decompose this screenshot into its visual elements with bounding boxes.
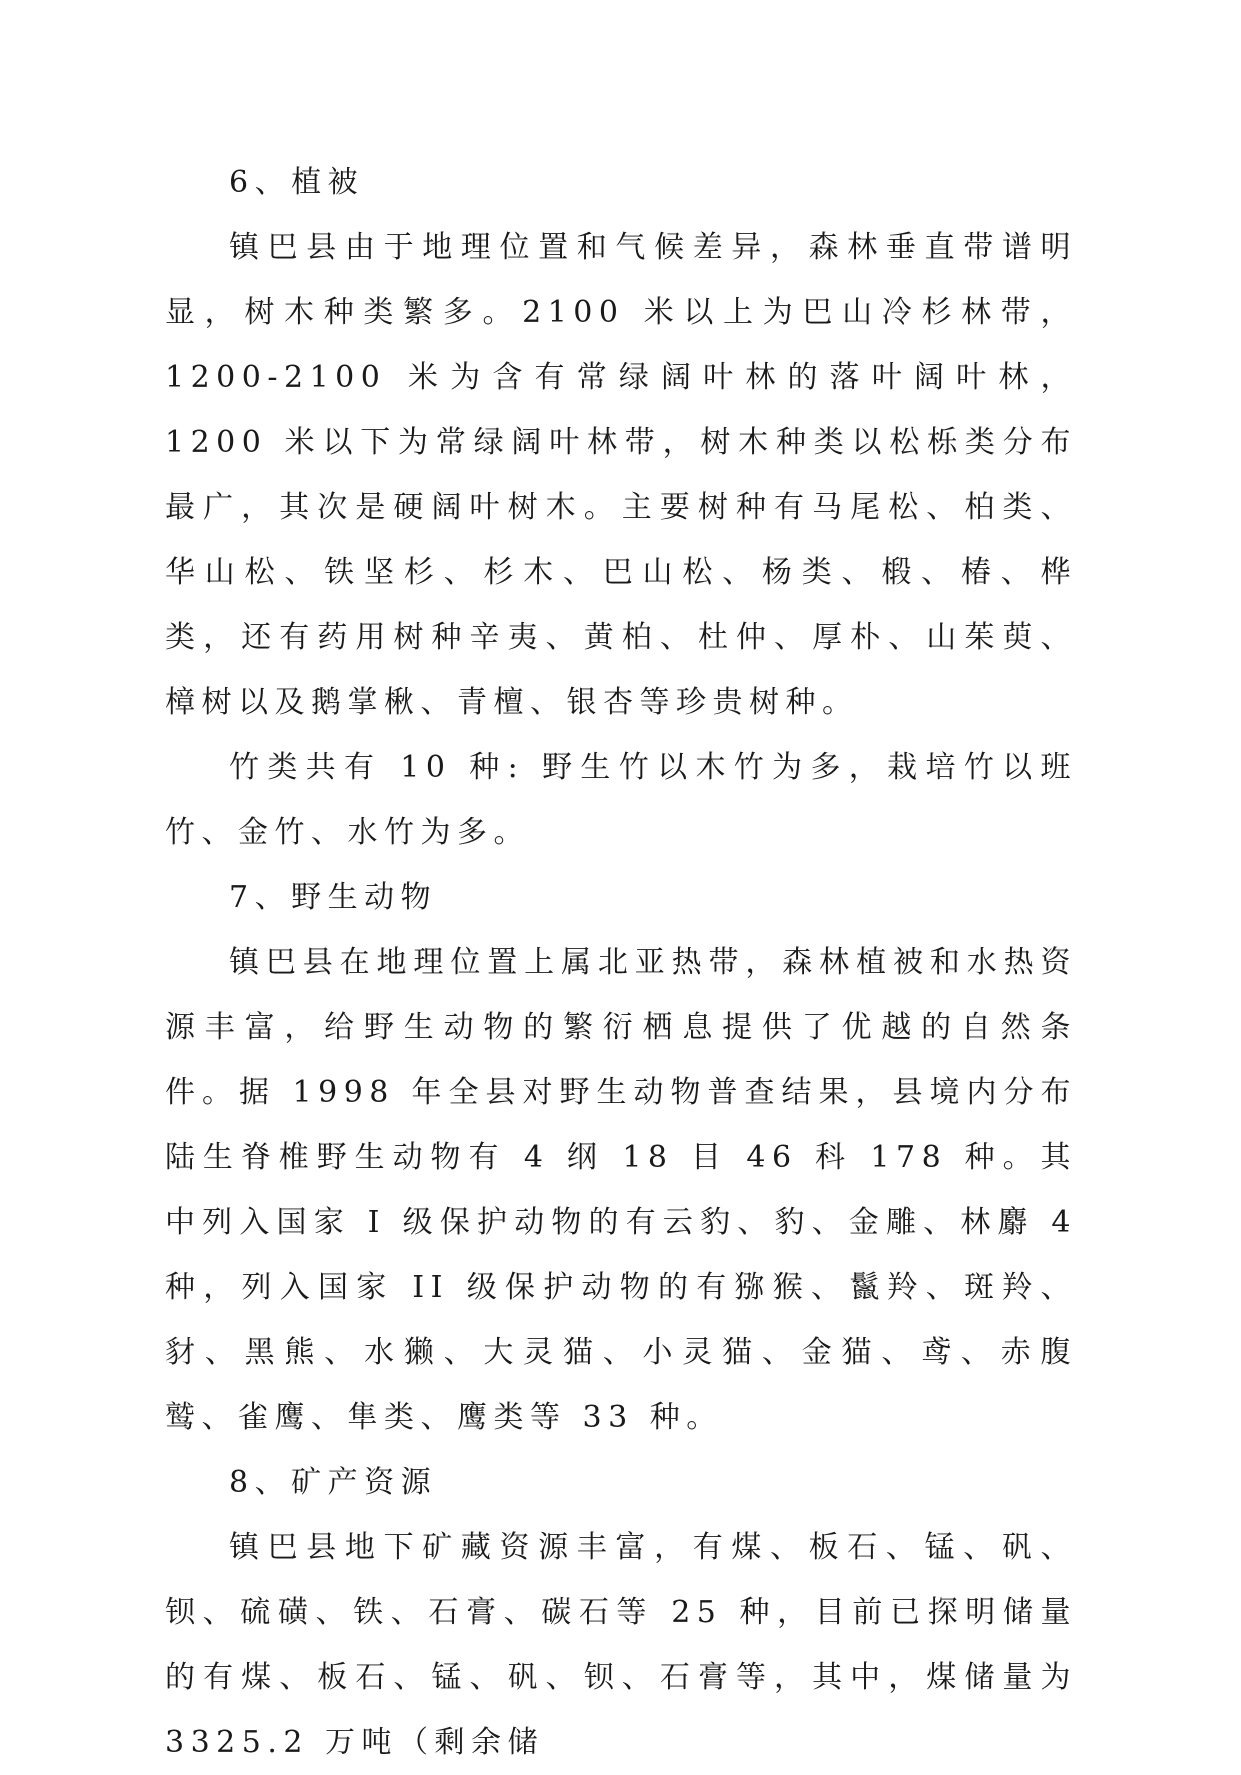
- paragraph-vegetation-bamboo: 竹类共有 10 种: 野生竹以木竹为多，栽培竹以班竹、金竹、水竹为多。: [165, 750, 1077, 850]
- section-heading-wildlife: 7、野生动物: [229, 880, 438, 915]
- section-heading-vegetation: 6、植被: [229, 165, 365, 200]
- section-heading-minerals: 8、矿产资源: [229, 1465, 438, 1500]
- paragraph-vegetation-trees: 镇巴县由于地理位置和气候差异，森林垂直带谱明显，树木种类繁多。2100 米以上为巴山冷杉林带，1200-2100 米为含有常绿阔叶林的落叶阔叶林，1200 米以下为常绿阔叶林带，树木种类以松栎类分布最广，其次是硬阔叶树木。主要树种有马尾松、柏类、华山松、铁坚杉、杉木、巴山松、杨类、椴、椿、桦类，还有药用树种辛夷、黄柏、杜仲、厚朴、山茱萸、樟树以及鹅掌楸、青檀、银杏等珍贵树种。: [165, 230, 1077, 720]
- paragraph-wildlife: 镇巴县在地理位置上属北亚热带，森林植被和水热资源丰富，给野生动物的繁衍栖息提供了优越的自然条件。据 1998 年全县对野生动物普查结果，县境内分布陆生脊椎野生动物有 4 纲 18 目 46 科 178 种。其中列入国家 I 级保护动物的有云豹、豹、金雕、林麝 4 种，列入国家 II 级保护动物的有猕猴、鬣羚、斑羚、豺、黑熊、水獭、大灵猫、小灵猫、金猫、鸢、赤腹鹫、雀鹰、隼类、鹰类等 33 种。: [165, 945, 1077, 1435]
- document-body: [165, 150, 1077, 1775]
- paragraph-minerals: 镇巴县地下矿藏资源丰富，有煤、板石、锰、矾、钡、硫磺、铁、石膏、碳石等 25 种，目前已探明储量的有煤、板石、锰、矾、钡、石膏等，其中，煤储量为 3325.2 万吨（剩余储: [165, 1530, 1077, 1760]
